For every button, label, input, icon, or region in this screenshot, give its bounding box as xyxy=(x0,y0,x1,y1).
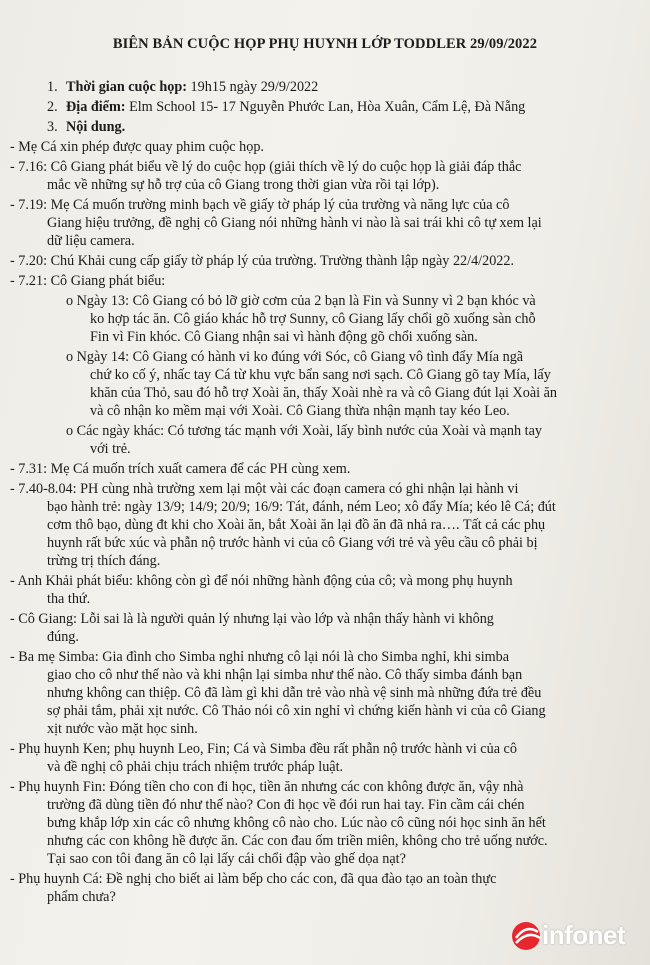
header-info-label: Địa điểm: xyxy=(66,99,126,115)
document-line: đúng. xyxy=(47,629,79,645)
document-line: trừng trị thích đáng. xyxy=(47,553,161,569)
header-info-line xyxy=(66,98,525,116)
document-line: - Cô Giang: Lỗi sai là là người quản lý nhưng lại vào lớp và nhận thấy hành vi không xyxy=(10,611,494,627)
document-line: - Phụ huynh Cá: Đề nghị cho biết ai làm bếp cho các con, đã qua đào tạo an toàn thực xyxy=(10,871,497,887)
document-line: khăn của Thỏ, sau đó hỗ trợ Xoài ăn, thấy Xoài nhè ra và cô Giang đút lại Xoài ăn xyxy=(90,385,558,401)
document-line: - 7.40-8.04: PH cùng nhà trường xem lại một vài các đoạn camera có ghi nhận lại hành vi xyxy=(10,481,519,497)
document-line: cơm thô bạo, dùng đt khi cho Xoài ăn, bắt Xoài ăn lại đồ ăn đã nhả ra…. Tất cả các phụ xyxy=(47,517,546,533)
document-line: và cô nhận ko mềm mại với Xoài. Cô Giang thừa nhận mạnh tay kéo Leo. xyxy=(90,403,510,419)
document-title: BIÊN BẢN CUỘC HỌP PHỤ HUYNH LỚP TODDLER 29/09/2022 xyxy=(112,36,538,52)
document-line: giao cho cô như thế nào và khi nhận lại simba như thế nào. Cô thấy simba đánh bạn xyxy=(47,667,523,683)
header-info-label: Nội dung. xyxy=(66,119,126,135)
document-line: và đề nghị cô phải chịu trách nhiệm trước pháp luật. xyxy=(47,759,344,775)
document-line: - 7.19: Mẹ Cá muốn trường minh bạch về giấy tờ pháp lý của trường và năng lực của cô xyxy=(10,197,510,213)
document-line: - Phụ huynh Ken; phụ huynh Leo, Fin; Cá và Simba đều rất phẫn nộ trước hành vi của cô xyxy=(10,741,517,757)
document-line: Tại sao con tôi đang ăn cô lại lấy cái chổi đập vào ghế dọa nạt? xyxy=(47,851,406,867)
header-info-line xyxy=(66,78,318,96)
document-line: dữ liệu camera. xyxy=(47,233,135,249)
document-line: - Phụ huynh Fin: Đóng tiền cho con đi học, tiền ăn nhưng các con không được ăn, vậy nhà xyxy=(10,779,524,795)
document-line: mắc về những sự hỗ trợ của cô Giang trong thời gian vừa rồi tại lớp). xyxy=(47,177,440,193)
document-line: nhưng các con không hề được ăn. Các con đau ốm triền miên, không cho trẻ uống nước. xyxy=(47,833,548,849)
document-line: - 7.31: Mẹ Cá muốn trích xuất camera để các PH cùng xem. xyxy=(10,461,351,477)
document-line: - 7.16: Cô Giang phát biểu về lý do cuộc họp (giải thích về lý do cuộc họp là giải đáp thắc xyxy=(10,159,522,175)
document-line: - Anh Khải phát biểu: không còn gì để nói những hành động của cô; và mong phụ huynh xyxy=(10,573,513,589)
infonet-wordmark: infonet xyxy=(542,920,626,950)
document-line: - Mẹ Cá xin phép được quay phim cuộc họp. xyxy=(10,139,264,155)
header-info-label: Thời gian cuộc họp: xyxy=(66,79,187,95)
infonet-logo xyxy=(508,918,648,954)
header-info-value: Elm School 15- 17 Nguyễn Phước Lan, Hòa Xuân, Cẩm Lệ, Đà Nẵng xyxy=(125,99,526,115)
document-line: - 7.20: Chú Khải cung cấp giấy tờ pháp lý của trường. Trường thành lập ngày 22/4/2022. xyxy=(10,253,515,269)
header-info-line xyxy=(66,118,125,136)
document-line: Fin vì Fin khóc. Cô Giang nhận sai vì hành động gõ chổi xuống sàn. xyxy=(90,329,478,345)
document-line: tha thứ. xyxy=(47,591,91,607)
document-line: 1. xyxy=(47,79,58,95)
document-line: ko hợp tác ăn. Cô giáo khác hỗ trợ Sunny, cô Giang lấy chổi gõ xuống sàn chỗ xyxy=(90,311,536,327)
document-line: sợ phải tắm, phải xịt nước. Cô Thảo nói cô xin nghỉ vì chứng kiến hành vi của cô Giang xyxy=(47,703,546,719)
document-line: 3. xyxy=(47,119,58,135)
document-line: bưng khắp lớp xin các cô nhưng không cô nào cho. Lúc nào cô cũng nói học sinh ăn hết xyxy=(47,815,546,831)
document-line: huynh rất bức xúc và phẫn nộ trước hành vi của cô Giang với trẻ và yêu cầu cô phải bị xyxy=(47,535,538,551)
document-line: - 7.21: Cô Giang phát biểu: xyxy=(10,273,166,289)
document-line: o Ngày 14: Cô Giang có hành vi ko đúng với Sóc, cô Giang vô tình đẩy Mía ngã xyxy=(66,349,524,365)
document-line: 2. xyxy=(47,99,58,115)
document-line: nhưng không can thiệp. Cô đã làm gì khi dẫn trẻ vào nhà vệ sinh mà những đứa trẻ đều xyxy=(47,685,542,701)
document-line: trường đã dùng tiền đó như thế nào? Con đi học về đói run hai tay. Fin cầm cái chén xyxy=(47,797,525,813)
document-line: o Các ngày khác: Có tương tác mạnh với Xoài, lấy bình nước của Xoài và mạnh tay xyxy=(66,423,542,439)
document-line: o Ngày 13: Cô Giang có bỏ lỡ giờ cơm của 2 bạn là Fin và Sunny vì 2 bạn khóc và xyxy=(66,293,536,309)
document-line: - Ba mẹ Simba: Gia đình cho Simba nghỉ nhưng cô lại nói là cho Simba nghỉ, khi simba xyxy=(10,649,510,665)
document-line: bạo hành trẻ: ngày 13/9; 14/9; 20/9; 16/9: Tát, đánh, ném Leo; xô đẩy Mía; kéo lê Cá; đút xyxy=(47,499,556,515)
document-line: chứ ko cố ý, nhấc tay Cá từ khu vực bẩn sang nơi sạch. Cô Giang gõ tay Mía, lấy xyxy=(90,367,551,383)
header-info-value: 19h15 ngày 29/9/2022 xyxy=(187,79,319,95)
document-line: với trẻ. xyxy=(90,441,131,457)
document-line: xịt nước vào mặt học sinh. xyxy=(47,721,198,737)
document-line: phẩm chưa? xyxy=(47,889,116,905)
document-line: Giang hiệu trưởng, đề nghị cô Giang nói những hành vi nào là sai trái khi cô tự xem lại xyxy=(47,215,542,231)
